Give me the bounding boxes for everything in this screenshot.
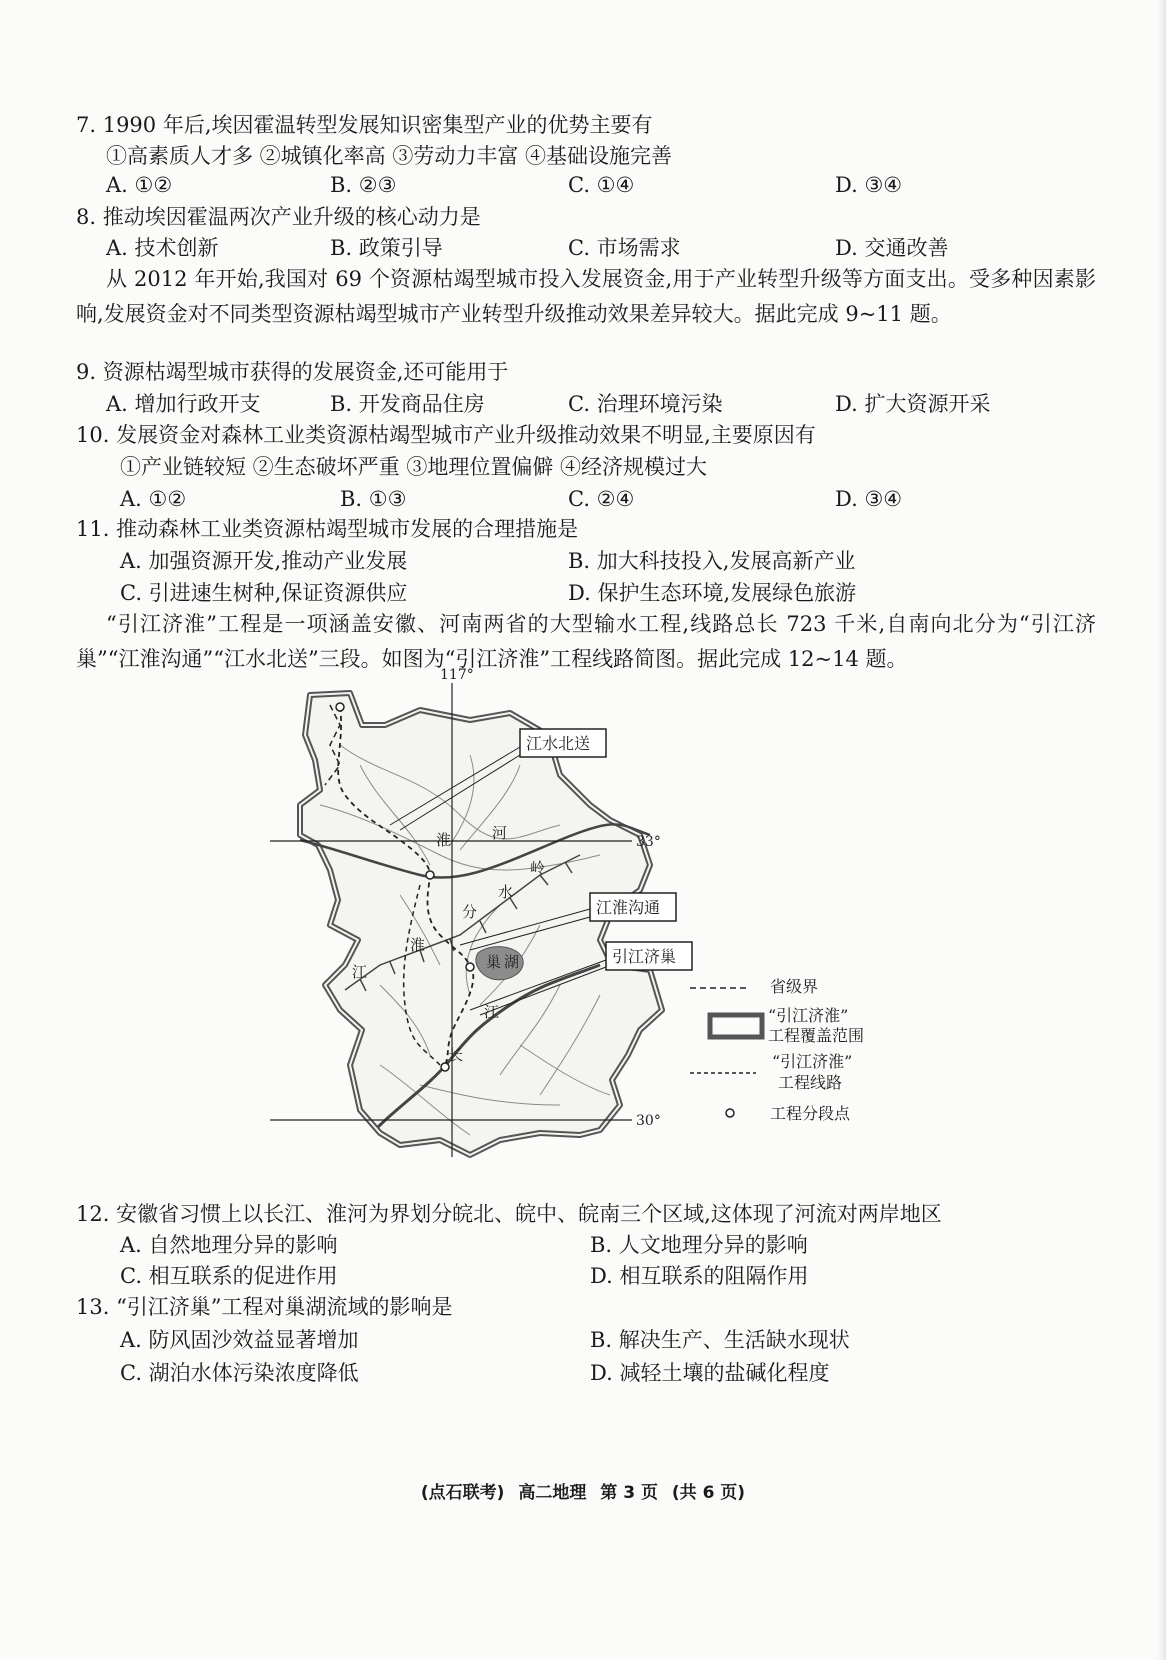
q8-option-c: C. 市场需求	[568, 236, 681, 260]
q12-option-d: D. 相互联系的阻隔作用	[590, 1264, 809, 1288]
q7-option-c: C. ①④	[568, 173, 635, 197]
lon-117-label: 117°	[440, 667, 474, 683]
lat-33-label: 33°	[636, 834, 661, 850]
q9-option-a: A. 增加行政开支	[106, 392, 261, 416]
label-he: 河	[492, 824, 508, 842]
q9-stem: 9. 资源枯竭型城市获得的发展资金,还可能用于	[76, 360, 509, 384]
intro-12-14: “引江济淮”工程是一项涵盖安徽、河南两省的大型输水工程,线路总长 723 千米,自南向北分为“引江济巢”“江淮沟通”“江水北送”三段。如图为“引江济淮”工程线路简图。据此完成 12~14 题。	[76, 612, 1096, 671]
label-jiang-east: 江	[484, 1003, 500, 1021]
scan-edge-shadow	[1106, 0, 1166, 1660]
footer-page: 第 3 页	[600, 1483, 658, 1503]
footer-total: (共 6 页)	[671, 1483, 746, 1503]
q9-option-d: D. 扩大资源开采	[835, 392, 991, 416]
label-chang: 长	[448, 1046, 464, 1064]
legend-coverage-label-1: “引江济淮”	[768, 1006, 849, 1025]
label-fen: 分	[462, 903, 478, 921]
q8-stem: 8. 推动埃因霍温两次产业升级的核心动力是	[76, 205, 481, 229]
q7-stem: 7. 1990 年后,埃因霍温转型发展知识密集型产业的优势主要有	[76, 113, 653, 137]
label-chao: 巢	[486, 953, 502, 971]
lat-30-label: 30°	[636, 1113, 661, 1129]
q10-items: ①产业链较短 ②生态破坏严重 ③地理位置偏僻 ④经济规模过大	[120, 455, 708, 479]
q10-option-d: D. ③④	[835, 487, 903, 511]
q7-option-d: D. ③④	[835, 173, 903, 197]
legend-coverage-symbol	[710, 1015, 762, 1037]
footer-exam: (点石联考)	[420, 1483, 505, 1503]
legend-coverage-label-2: 工程覆盖范围	[768, 1026, 865, 1045]
callout-jiangshui-beisong: 江水北送	[526, 734, 591, 753]
intro-9-11: 从 2012 年开始,我国对 69 个资源枯竭型城市投入发展资金,用于产业转型升级等方面支出。受多种因素影响,发展资金对不同类型资源枯竭型城市产业转型升级推动效果差异较大。据此完成 9~11 题。	[76, 267, 1096, 326]
label-huai-west: 淮	[410, 936, 426, 954]
label-shui: 水	[498, 883, 514, 901]
q13-option-a: A. 防风固沙效益显著增加	[120, 1328, 359, 1352]
q12-option-c: C. 相互联系的促进作用	[120, 1264, 338, 1288]
label-huai: 淮	[436, 831, 452, 849]
label-jiang-west: 江	[352, 963, 368, 981]
q10-option-a: A. ①②	[120, 487, 187, 511]
legend-segment-label: 工程分段点	[770, 1104, 851, 1123]
q7-items: ①高素质人才多 ②城镇化率高 ③劳动力丰富 ④基础设施完善	[106, 144, 673, 168]
label-ling: 岭	[530, 859, 546, 877]
q13-option-b: B. 解决生产、生活缺水现状	[590, 1328, 850, 1352]
q12-option-a: A. 自然地理分异的影响	[120, 1233, 338, 1257]
page-footer	[0, 1478, 1166, 1503]
legend-provincial-label: 省级界	[770, 977, 819, 996]
callout-yinjiang-jichao: 引江济巢	[612, 947, 677, 966]
callout-jianghuai-goutong: 江淮沟通	[596, 898, 661, 917]
label-hu: 湖	[504, 953, 520, 971]
q11-option-a: A. 加强资源开发,推动产业发展	[120, 549, 408, 573]
q13-option-d: D. 减轻土壤的盐碱化程度	[590, 1361, 830, 1385]
segment-point	[441, 1063, 449, 1071]
q8-option-a: A. 技术创新	[106, 236, 219, 260]
legend-route-label-2: 工程线路	[778, 1073, 843, 1092]
segment-point	[466, 963, 474, 971]
q13-stem: 13. “引江济巢”工程对巢湖流域的影响是	[76, 1295, 453, 1319]
segment-point	[426, 871, 434, 879]
q7-option-b: B. ②③	[330, 173, 397, 197]
q8-option-d: D. 交通改善	[835, 236, 949, 260]
q11-stem: 11. 推动森林工业类资源枯竭型城市发展的合理措施是	[76, 517, 579, 541]
q13-option-c: C. 湖泊水体污染浓度降低	[120, 1361, 359, 1385]
footer-subject: 高二地理	[518, 1483, 587, 1503]
q10-stem: 10. 发展资金对森林工业类资源枯竭型城市产业升级推动效果不明显,主要原因有	[76, 423, 816, 447]
q9-option-c: C. 治理环境污染	[568, 392, 723, 416]
legend-segment-symbol	[726, 1109, 734, 1117]
q10-option-b: B. ①③	[340, 487, 407, 511]
q7-option-a: A. ①②	[106, 173, 173, 197]
segment-point	[336, 703, 344, 711]
q11-option-c: C. 引进速生树种,保证资源供应	[120, 581, 408, 605]
q11-option-d: D. 保护生态环境,发展绿色旅游	[568, 581, 857, 605]
q12-stem: 12. 安徽省习惯上以长江、淮河为界划分皖北、皖中、皖南三个区域,这体现了河流对两岸地区	[76, 1202, 942, 1226]
q8-option-b: B. 政策引导	[330, 236, 443, 260]
q11-option-b: B. 加大科技投入,发展高新产业	[568, 549, 856, 573]
q9-option-b: B. 开发商品住房	[330, 392, 485, 416]
yinjiang-jihuai-map	[0, 665, 1166, 1225]
q10-option-c: C. ②④	[568, 487, 635, 511]
legend-route-label-1: “引江济淮”	[772, 1052, 853, 1071]
q12-option-b: B. 人文地理分异的影响	[590, 1233, 808, 1257]
